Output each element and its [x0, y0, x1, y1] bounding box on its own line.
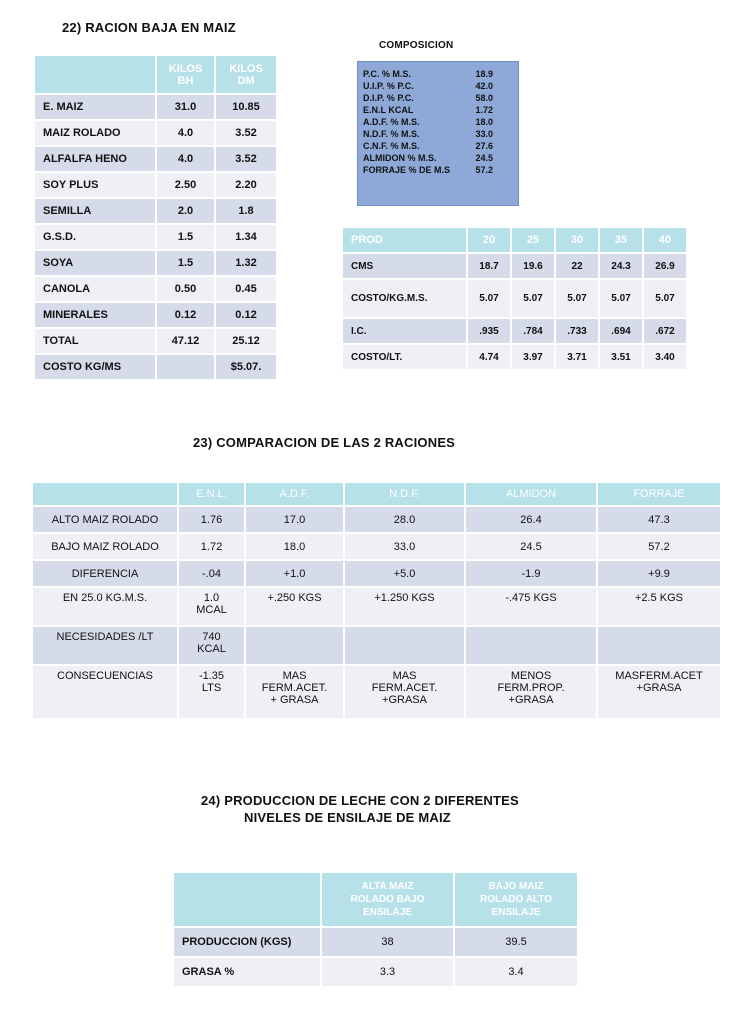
composicion-value: 33.0	[475, 129, 493, 139]
cell-value	[345, 588, 464, 625]
table-row	[343, 280, 686, 317]
cell-line: -.475 KGS	[505, 592, 557, 604]
cell-value: 18.7	[468, 254, 510, 278]
cell-value: 5.07	[512, 280, 554, 317]
composicion-row	[363, 128, 518, 140]
cell-line: ENSILAJE	[491, 907, 541, 918]
cell-line: 28.0	[393, 513, 416, 526]
section-23-title: 23) COMPARACION DE LAS 2 RACIONES	[193, 435, 456, 450]
cell-value	[179, 588, 244, 625]
composicion-box	[357, 61, 519, 206]
table-row	[343, 345, 686, 369]
table-row	[174, 958, 577, 986]
cell-value: 3.40	[644, 345, 686, 369]
cell-line: 1.72	[200, 540, 223, 553]
comparison-table	[31, 481, 722, 720]
row-label: G.S.D.	[35, 225, 155, 249]
table-row	[33, 534, 720, 559]
composicion-value: 18.9	[475, 69, 493, 79]
cell-line: +5.0	[393, 567, 416, 580]
cell-line: 1.0	[203, 592, 220, 604]
header-cell	[174, 873, 320, 926]
cell-value: .672	[644, 319, 686, 343]
cell-line: KILOS	[168, 62, 203, 75]
cell-value	[157, 355, 214, 379]
table-row	[33, 507, 720, 532]
cell-line: +GRASA	[636, 682, 682, 694]
milk-production-table	[172, 871, 579, 988]
cell-line: DIFERENCIA	[71, 567, 139, 580]
header-row	[343, 228, 686, 252]
cell-value	[466, 627, 596, 664]
cell-value	[246, 588, 343, 625]
composicion-value: 42.0	[475, 81, 493, 91]
composicion-value: 57.2	[475, 165, 493, 175]
cell-value	[246, 627, 343, 664]
row-label: GRASA %	[174, 958, 320, 986]
table-row	[35, 277, 276, 301]
cell-value: 0.50	[157, 277, 214, 301]
cell-value: 10.85	[216, 95, 276, 119]
cell-line: 57.2	[648, 540, 670, 553]
cell-line: 17.0	[283, 513, 306, 526]
cell-line: LTS	[201, 682, 222, 694]
composicion-key: N.D.F. % M.S.	[363, 129, 420, 139]
table-row	[35, 95, 276, 119]
table-row	[174, 928, 577, 956]
row-label: MAIZ ROLADO	[35, 121, 155, 145]
cell-value	[598, 588, 720, 625]
cell-line: FERM.PROP.	[497, 682, 565, 694]
row-label: COSTO/KG.M.S.	[343, 280, 466, 317]
header-cell	[35, 56, 155, 93]
cell-value	[598, 507, 720, 532]
cell-value: 1.8	[216, 199, 276, 223]
cell-value	[179, 534, 244, 559]
cell-line: BAJO MAIZ	[488, 881, 544, 892]
table-row	[35, 121, 276, 145]
table-row	[35, 173, 276, 197]
composicion-key: U.I.P. % P.C.	[363, 81, 414, 91]
composicion-row	[363, 104, 518, 116]
cell-value: 1.32	[216, 251, 276, 275]
row-label	[33, 627, 177, 664]
header-cell	[157, 56, 214, 93]
cell-value: $5.07.	[216, 355, 276, 379]
row-label: E. MAIZ	[35, 95, 155, 119]
cell-value: 5.07	[600, 280, 642, 317]
cell-value	[246, 507, 343, 532]
cell-value	[466, 666, 596, 718]
composicion-row	[363, 116, 518, 128]
table-row	[35, 355, 276, 379]
composicion-value: 27.6	[475, 141, 493, 151]
cell-line: 24.5	[520, 540, 542, 553]
cell-value: 0.12	[157, 303, 214, 327]
cell-line: BH	[177, 74, 194, 87]
cell-line: ROLADO BAJO	[350, 894, 425, 905]
header-row	[174, 873, 577, 926]
cell-value	[345, 666, 464, 718]
cell-line: FERM.ACET.	[261, 682, 328, 694]
cell-value: 3.51	[600, 345, 642, 369]
cell-value: .935	[468, 319, 510, 343]
cell-line: ROLADO ALTO	[479, 894, 553, 905]
cell-value	[179, 627, 244, 664]
cell-line: +1.250 KGS	[374, 592, 435, 604]
cell-line: ALTA MAIZ	[361, 881, 414, 892]
cell-value	[598, 666, 720, 718]
cell-value: 3.3	[322, 958, 453, 986]
composicion-key: E.N.L KCAL	[363, 105, 414, 115]
cell-line: MENOS	[510, 670, 552, 682]
cell-value: 0.45	[216, 277, 276, 301]
header-cell: N.D.F.	[345, 483, 464, 505]
table-row	[35, 147, 276, 171]
row-label: COSTO/LT.	[343, 345, 466, 369]
cell-line: -1.35	[198, 670, 225, 682]
header-cell: PROD	[343, 228, 466, 252]
cell-line: 26.4	[520, 513, 542, 526]
row-label: CANOLA	[35, 277, 155, 301]
composicion-row	[363, 92, 518, 104]
table-row	[35, 251, 276, 275]
cell-value: 47.12	[157, 329, 214, 353]
header-cell: A.D.F.	[246, 483, 343, 505]
table-row	[33, 627, 720, 664]
production-cost-table	[341, 226, 688, 371]
header-cell	[322, 873, 453, 926]
cell-value: 5.07	[468, 280, 510, 317]
header-cell: E.N.L.	[179, 483, 244, 505]
row-label: MINERALES	[35, 303, 155, 327]
table-row	[33, 666, 720, 718]
table-row	[33, 588, 720, 625]
cell-line: MCAL	[196, 604, 227, 616]
table-row	[35, 225, 276, 249]
cell-line: +1.0	[283, 567, 306, 580]
row-label: I.C.	[343, 319, 466, 343]
cell-line: NECESIDADES /LT	[56, 631, 154, 643]
cell-line: BAJO MAIZ ROLADO	[51, 540, 159, 553]
cell-value: .733	[556, 319, 598, 343]
header-cell	[33, 483, 177, 505]
cell-value	[246, 561, 343, 586]
composicion-value: 18.0	[475, 117, 493, 127]
row-label	[33, 588, 177, 625]
cell-value	[345, 561, 464, 586]
cell-line: +2.5 KGS	[634, 592, 683, 604]
row-label: TOTAL	[35, 329, 155, 353]
table-row	[33, 561, 720, 586]
cell-value	[246, 534, 343, 559]
composicion-key: C.N.F. % M.S.	[363, 141, 420, 151]
header-cell: 30	[556, 228, 598, 252]
composicion-row	[363, 68, 518, 80]
row-label: PRODUCCION (KGS)	[174, 928, 320, 956]
cell-value	[179, 666, 244, 718]
cell-value: 1.5	[157, 251, 214, 275]
cell-value: 3.52	[216, 121, 276, 145]
header-cell: 40	[644, 228, 686, 252]
cell-value: .694	[600, 319, 642, 343]
cell-value	[345, 534, 464, 559]
cell-line: +GRASA	[508, 694, 554, 706]
header-cell: 35	[600, 228, 642, 252]
row-label: SEMILLA	[35, 199, 155, 223]
cell-value: 39.5	[455, 928, 577, 956]
row-label: SOY PLUS	[35, 173, 155, 197]
composicion-key: P.C. % M.S.	[363, 69, 411, 79]
composicion-row	[363, 164, 518, 176]
composicion-value: 1.72	[475, 105, 493, 115]
cell-value: 38	[322, 928, 453, 956]
cell-value	[598, 534, 720, 559]
cell-line: MAS	[282, 670, 307, 682]
cell-value: 4.74	[468, 345, 510, 369]
cell-line: ENSILAJE	[363, 907, 412, 918]
cell-line: -1.9	[521, 567, 541, 580]
composicion-row	[363, 152, 518, 164]
composicion-key: D.I.P. % P.C.	[363, 93, 414, 103]
cell-value: 5.07	[644, 280, 686, 317]
racion-baja-table	[33, 54, 278, 381]
row-label: CMS	[343, 254, 466, 278]
cell-line: 33.0	[393, 540, 416, 553]
header-cell: 25	[512, 228, 554, 252]
composicion-row	[363, 140, 518, 152]
cell-value	[598, 627, 720, 664]
header-cell	[216, 56, 276, 93]
row-label	[33, 666, 177, 718]
cell-value: 1.34	[216, 225, 276, 249]
cell-line: 47.3	[648, 513, 670, 526]
cell-value: 22	[556, 254, 598, 278]
header-cell: ALMIDON	[466, 483, 596, 505]
table-row	[35, 303, 276, 327]
cell-value	[598, 561, 720, 586]
section-24-title-line2: NIVELES DE ENSILAJE DE MAIZ	[244, 810, 451, 825]
cell-value: 4.0	[157, 121, 214, 145]
cell-value: .784	[512, 319, 554, 343]
composicion-value: 24.5	[475, 153, 493, 163]
header-row	[35, 56, 276, 93]
cell-line: + GRASA	[270, 694, 319, 706]
cell-value: 31.0	[157, 95, 214, 119]
cell-line: MASFERM.ACET	[615, 670, 703, 682]
cell-line: +GRASA	[382, 694, 427, 706]
cell-line: MAS	[392, 670, 417, 682]
cell-value: 2.0	[157, 199, 214, 223]
cell-value	[466, 588, 596, 625]
cell-value	[179, 561, 244, 586]
composicion-key: A.D.F. % M.S.	[363, 117, 420, 127]
cell-line: KILOS	[229, 62, 263, 75]
cell-line: FERM.ACET.	[371, 682, 438, 694]
row-label: ALFALFA HENO	[35, 147, 155, 171]
cell-line: CONSECUENCIAS	[57, 670, 153, 682]
cell-value: 25.12	[216, 329, 276, 353]
cell-line: -.04	[202, 567, 221, 580]
cell-value: 3.97	[512, 345, 554, 369]
table-row	[35, 329, 276, 353]
composicion-key: FORRAJE % DE M.S	[363, 165, 451, 175]
header-cell	[455, 873, 577, 926]
cell-value	[466, 561, 596, 586]
composicion-row	[363, 80, 518, 92]
cell-value: 3.4	[455, 958, 577, 986]
header-row	[33, 483, 720, 505]
cell-line: 740	[202, 631, 221, 643]
section-22-title: 22) RACION BAJA EN MAIZ	[62, 20, 236, 35]
cell-value: 1.5	[157, 225, 214, 249]
cell-value: 24.3	[600, 254, 642, 278]
cell-value: 26.9	[644, 254, 686, 278]
header-cell: 20	[468, 228, 510, 252]
row-label	[33, 561, 177, 586]
cell-line: 18.0	[283, 540, 306, 553]
cell-value	[345, 507, 464, 532]
cell-value	[345, 627, 464, 664]
cell-line: DM	[237, 74, 255, 87]
cell-line: +.250 KGS	[267, 592, 322, 604]
table-row	[343, 319, 686, 343]
cell-line: 1.76	[200, 513, 223, 526]
cell-value: 0.12	[216, 303, 276, 327]
row-label	[33, 507, 177, 532]
cell-line: KCAL	[197, 643, 226, 655]
cell-value: 5.07	[556, 280, 598, 317]
cell-value: 2.20	[216, 173, 276, 197]
cell-value: 3.71	[556, 345, 598, 369]
row-label: SOYA	[35, 251, 155, 275]
header-cell: FORRAJE	[598, 483, 720, 505]
cell-value: 2.50	[157, 173, 214, 197]
table-row	[35, 199, 276, 223]
cell-value	[466, 507, 596, 532]
row-label: COSTO KG/MS	[35, 355, 155, 379]
composicion-value: 58.0	[475, 93, 493, 103]
cell-value: 4.0	[157, 147, 214, 171]
cell-value	[466, 534, 596, 559]
section-24-title-line1: 24) PRODUCCION DE LECHE CON 2 DIFERENTES	[201, 793, 519, 808]
composicion-title: COMPOSICION	[379, 40, 454, 51]
cell-line: EN 25.0 KG.M.S.	[62, 592, 148, 604]
row-label	[33, 534, 177, 559]
cell-value	[179, 507, 244, 532]
cell-value	[246, 666, 343, 718]
cell-line: +9.9	[648, 567, 670, 580]
table-row	[343, 254, 686, 278]
cell-line: ALTO MAIZ ROLADO	[51, 513, 159, 526]
cell-value: 19.6	[512, 254, 554, 278]
cell-value: 3.52	[216, 147, 276, 171]
composicion-key: ALMIDON % M.S.	[363, 153, 437, 163]
